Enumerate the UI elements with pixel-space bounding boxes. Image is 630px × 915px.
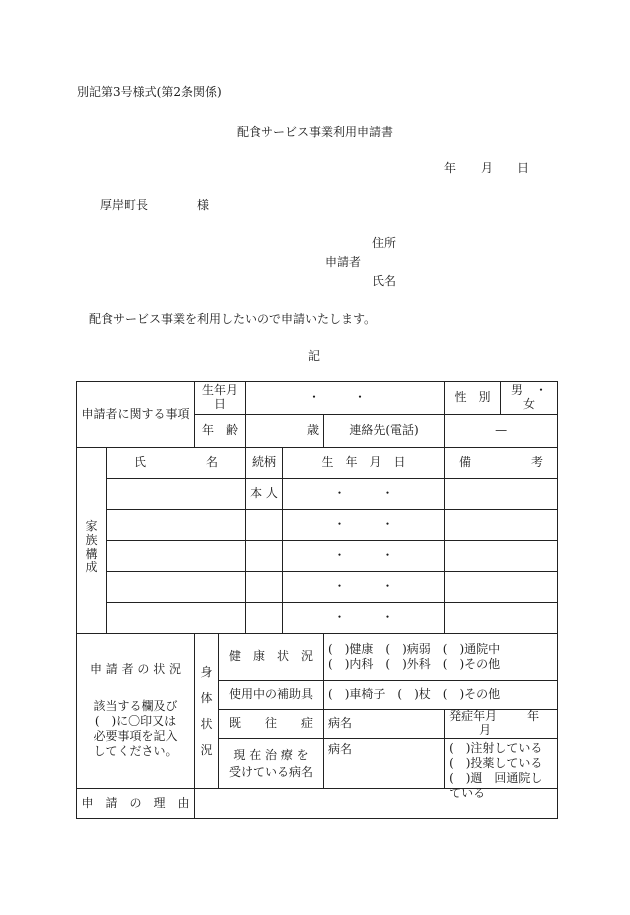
honorific: 様 xyxy=(197,198,210,212)
aid-options[interactable]: ( )車椅子 ( )杖 ( )その他 xyxy=(324,681,558,710)
addressee: 厚岸町長 xyxy=(100,198,149,212)
family-row xyxy=(77,603,558,634)
history-disease-label: 病名 xyxy=(328,716,353,731)
name-label: 氏名 xyxy=(372,274,397,288)
health-status-options[interactable] xyxy=(324,634,558,681)
family-birthdate-cell[interactable]: ・ ・ xyxy=(283,603,445,634)
age-field[interactable] xyxy=(246,415,324,448)
medical-history-label: 既 往 症 xyxy=(219,710,324,739)
family-char: 家 xyxy=(85,518,98,533)
address-label: 住所 xyxy=(372,236,397,250)
date-month-label: 月 xyxy=(481,161,494,175)
family-char: 族 xyxy=(85,532,98,547)
status-section-label xyxy=(77,634,195,789)
contact-label: 連絡先(電話) xyxy=(324,415,445,448)
birthdate-dot: ・ xyxy=(308,390,321,405)
family-header-relation: 続柄 xyxy=(246,448,283,479)
health-options-line[interactable]: ( )内科 ( )外科 ( )その他 xyxy=(328,657,501,671)
family-remarks-cell[interactable] xyxy=(445,572,558,603)
treatment-disease-label: 病名 xyxy=(328,742,353,756)
family-relation-cell[interactable]: 本 人 xyxy=(246,479,283,510)
gender-label: 性 別 xyxy=(445,382,501,415)
treatment-option[interactable]: ( )注射している xyxy=(449,741,543,755)
family-header-row xyxy=(77,448,558,479)
family-side-label xyxy=(77,448,107,634)
treatment-label-line: 現 在 治 療 を xyxy=(233,747,309,762)
family-relation-cell[interactable] xyxy=(246,541,283,572)
family-name-cell[interactable] xyxy=(107,572,246,603)
body-status-side-label xyxy=(195,634,219,789)
reason-row xyxy=(77,789,558,819)
applicant-label: 申請者 xyxy=(325,255,362,269)
instruction-line: 該当する欄及び xyxy=(93,698,178,713)
birthdate-dot: ・ xyxy=(354,390,367,405)
application-statement: 配食サービス事業を利用したいので申請いたします。 xyxy=(89,312,377,326)
onset-month: 月 xyxy=(479,723,492,737)
treatment-option[interactable]: ( )週 回通院している xyxy=(449,771,543,800)
treatment-label-line: 受けている病名 xyxy=(229,764,314,779)
family-row xyxy=(77,510,558,541)
family-row xyxy=(77,479,558,510)
onset-cell[interactable] xyxy=(445,710,558,739)
reason-label: 申 請 の 理 由 xyxy=(77,789,195,819)
family-remarks-cell[interactable] xyxy=(445,479,558,510)
status-health-row xyxy=(77,634,558,681)
ki-heading: 記 xyxy=(308,349,321,363)
instruction-line: ( )に〇印又は xyxy=(94,713,177,728)
contact-dash: — xyxy=(495,423,508,438)
instruction-line: してください。 xyxy=(93,743,178,758)
treatment-options[interactable] xyxy=(445,739,558,800)
date-year-label: 年 xyxy=(444,161,457,175)
family-name-cell[interactable] xyxy=(107,479,246,510)
family-birthdate-cell[interactable]: ・ ・ xyxy=(283,510,445,541)
age-label: 年 齢 xyxy=(195,415,246,448)
family-name-cell[interactable] xyxy=(107,603,246,634)
applicant-section-label: 申請者に関する事項 xyxy=(77,382,195,448)
family-char: 成 xyxy=(85,560,98,575)
family-birthdate-cell[interactable]: ・ ・ xyxy=(283,541,445,572)
aid-label: 使用中の補助具 xyxy=(219,681,324,710)
body-char: 況 xyxy=(200,743,213,757)
history-disease-cell[interactable] xyxy=(324,710,445,739)
gender-options[interactable]: 男 ・ 女 xyxy=(501,382,558,415)
health-options-line[interactable]: ( )健康 ( )病弱 ( )通院中 xyxy=(328,642,501,656)
family-name-cell[interactable] xyxy=(107,541,246,572)
family-row xyxy=(77,572,558,603)
instruction-line: 必要事項を記入 xyxy=(93,728,178,743)
age-unit: 歳 xyxy=(307,423,320,438)
treatment-disease-cell[interactable] xyxy=(324,739,445,789)
birthdate-label: 生年月日 xyxy=(195,382,246,415)
family-name-cell[interactable] xyxy=(107,510,246,541)
body-char: 体 xyxy=(200,691,213,705)
date-day-label: 日 xyxy=(517,161,530,175)
application-form-table xyxy=(76,381,558,819)
form-number: 別記第3号様式(第2条関係) xyxy=(77,85,222,99)
family-birthdate-cell[interactable]: ・ ・ xyxy=(283,572,445,603)
treatment-option[interactable]: ( )投薬している xyxy=(449,756,543,770)
treatment-label xyxy=(219,739,324,789)
status-title: 申 請 者 の 状 況 xyxy=(89,662,182,677)
family-header-birthdate: 生 年 月 日 xyxy=(283,448,445,479)
family-char: 構 xyxy=(85,546,98,561)
applicant-row-1 xyxy=(77,382,558,415)
body-char: 身 xyxy=(200,665,213,679)
onset-year: 年 xyxy=(527,709,540,724)
family-row xyxy=(77,541,558,572)
family-relation-cell[interactable] xyxy=(246,603,283,634)
contact-field[interactable] xyxy=(445,415,558,448)
family-remarks-cell[interactable] xyxy=(445,541,558,572)
health-status-label: 健 康 状 況 xyxy=(219,634,324,681)
family-birthdate-cell[interactable]: ・ ・ xyxy=(283,479,445,510)
onset-label: 発症年月 xyxy=(449,709,498,724)
birthdate-field[interactable] xyxy=(246,382,445,415)
family-remarks-cell[interactable] xyxy=(445,510,558,541)
reason-field[interactable] xyxy=(195,789,558,819)
family-header-name: 氏 名 xyxy=(107,448,246,479)
status-instruction xyxy=(83,699,188,759)
family-relation-cell[interactable] xyxy=(246,510,283,541)
family-remarks-cell[interactable] xyxy=(445,603,558,634)
family-header-remarks: 備 考 xyxy=(445,448,558,479)
body-char: 状 xyxy=(200,717,213,731)
family-relation-cell[interactable] xyxy=(246,572,283,603)
document-title: 配食サービス事業利用申請書 xyxy=(237,125,394,139)
